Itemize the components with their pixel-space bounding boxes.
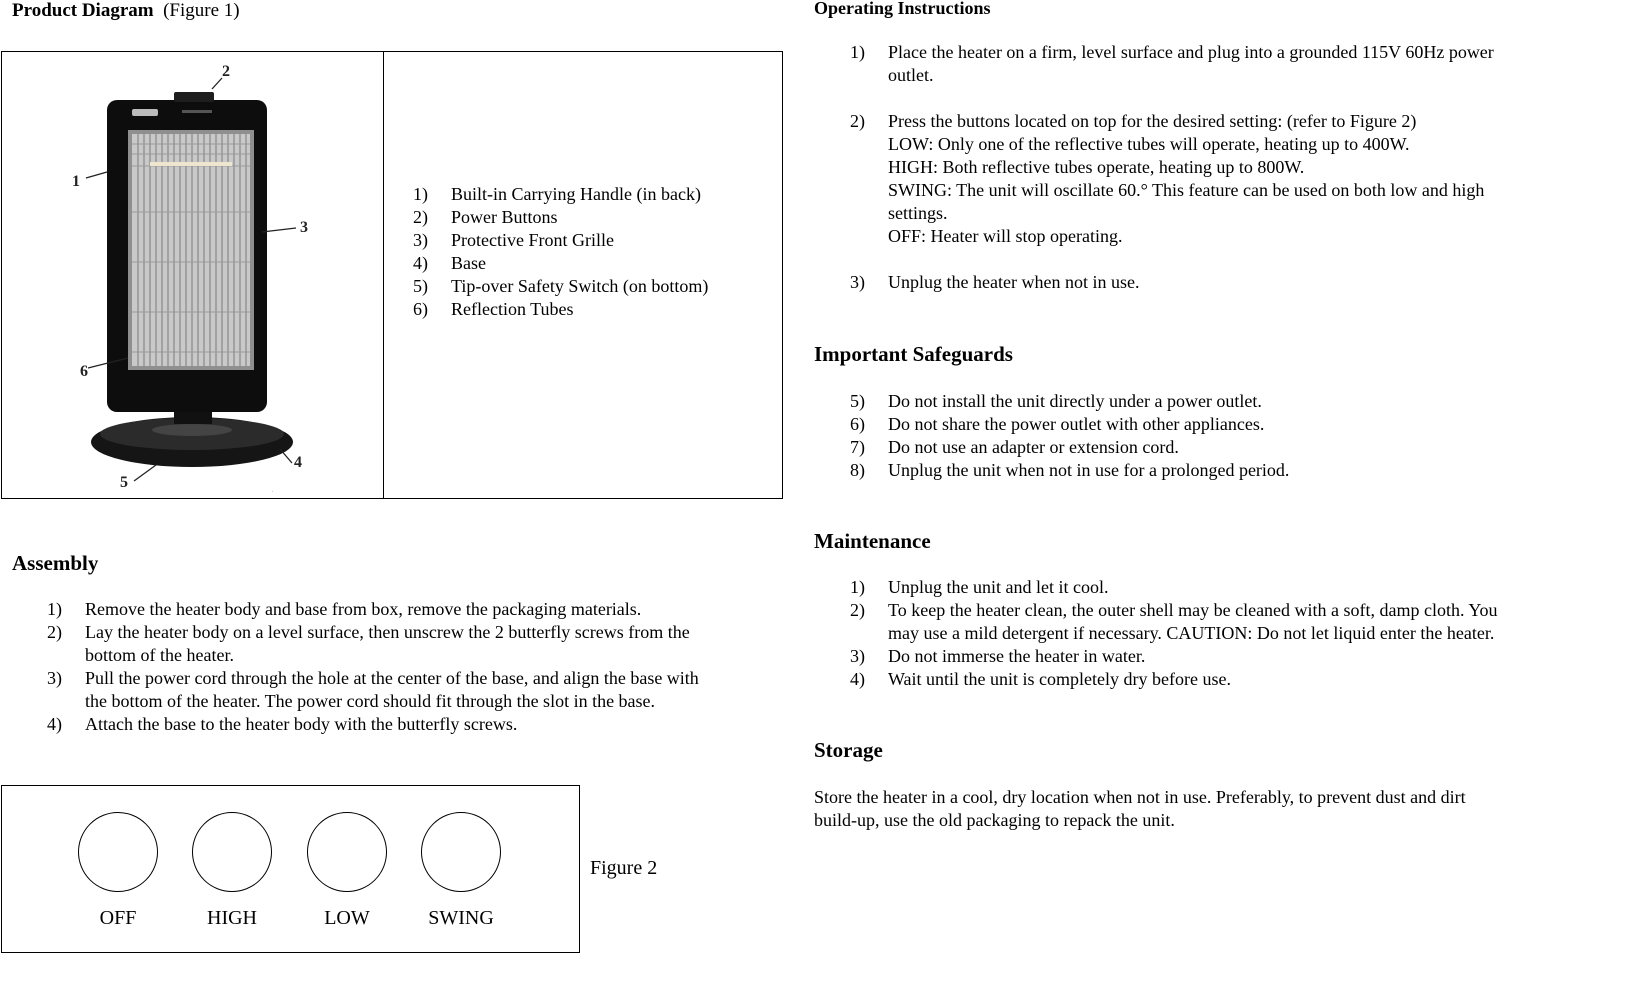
heater-illustration	[62, 62, 322, 492]
figure1-ref: (Figure 1)	[163, 0, 240, 21]
off-label: OFF	[99, 907, 137, 929]
list-item: 1) Built-in Carrying Handle (in back)	[413, 184, 701, 204]
figure1-table	[1, 51, 783, 499]
list-item: 1) Unplug the unit and let it cool.	[850, 577, 1109, 597]
list-item: 1) Remove the heater body and base from box, remove the packaging materials.	[47, 599, 642, 619]
list-item: 6) Do not share the power outlet with other appliances.	[850, 414, 1265, 434]
list-item: 2) Lay the heater body on a level surface, then unscrew the 2 butterfly screws from the bottom of the heater.	[47, 622, 690, 665]
list-item: 4) Attach the base to the heater body with the butterfly screws.	[47, 714, 518, 734]
list-item: 8) Unplug the unit when not in use for a prolonged period.	[850, 460, 1290, 480]
list-item: 2) Power Buttons	[413, 207, 558, 227]
storage-text	[814, 786, 1614, 832]
parts-list	[413, 183, 773, 321]
low-label: LOW	[324, 907, 370, 929]
reflection-tubes	[150, 162, 232, 166]
list-item: 3) Unplug the heater when not in use.	[850, 272, 1140, 292]
high-button-illustration	[192, 812, 272, 892]
callout-5: 5	[120, 474, 128, 491]
storage-line: Store the heater in a cool, dry location when not in use. Preferably, to prevent dust and dirt	[814, 787, 1466, 807]
operating-steps	[850, 41, 1630, 294]
product-diagram-title: Product Diagram	[12, 0, 154, 21]
callout-2: 2	[222, 63, 230, 80]
callout-6: 6	[80, 363, 88, 380]
list-item: 4) Base	[413, 253, 486, 273]
maintenance-steps	[850, 576, 1630, 691]
safeguards-heading: Important Safeguards	[814, 342, 1013, 366]
list-item: 3) Protective Front Grille	[413, 230, 614, 250]
list-item: 5) Tip-over Safety Switch (on bottom)	[413, 276, 709, 296]
list-item: 4) Wait until the unit is completely dry before use.	[850, 669, 1231, 689]
maintenance-heading: Maintenance	[814, 529, 931, 553]
callout-1: 1	[72, 173, 80, 190]
list-item: 1) Place the heater on a firm, level surface and plug into a grounded 115V 60Hz power outlet.	[850, 42, 1494, 85]
product-diagram-heading	[12, 0, 240, 22]
callout-3: 3	[300, 219, 308, 236]
high-label: HIGH	[207, 907, 257, 929]
off-button-illustration	[78, 812, 158, 892]
list-item: 6) Reflection Tubes	[413, 299, 574, 319]
swing-label: SWING	[428, 907, 494, 929]
list-item: 3) Pull the power cord through the hole at the center of the base, and align the base with the bottom of the heater. The power cord should fit through the slot in the base.	[47, 668, 699, 711]
callout-4: 4	[294, 454, 302, 471]
assembly-heading: Assembly	[12, 551, 99, 575]
storage-line: build-up, use the old packaging to repack the unit.	[814, 810, 1175, 830]
safeguards-list	[850, 390, 1610, 482]
list-item: 5) Do not install the unit directly under a power outlet.	[850, 391, 1262, 411]
assembly-steps	[47, 598, 787, 736]
swing-button-illustration	[421, 812, 501, 892]
list-item: 2) To keep the heater clean, the outer shell may be cleaned with a soft, damp cloth. You may use a mild detergent if necessary. CAUTION: Do not let liquid enter the heater.	[850, 600, 1498, 643]
operating-heading: Operating Instructions	[814, 0, 991, 18]
list-item: 3) Do not immerse the heater in water.	[850, 646, 1146, 666]
figure2-caption: Figure 2	[590, 857, 658, 879]
figure2-box	[1, 785, 580, 953]
storage-heading: Storage	[814, 738, 883, 762]
figure1-divider	[383, 52, 384, 498]
list-item: 7) Do not use an adapter or extension cord.	[850, 437, 1179, 457]
list-item: 2) Press the buttons located on top for the desired setting: (refer to Figure 2) LOW: Only one of the reflective tubes will operate, heating up to 400W. HIGH: Both reflective tubes operate, heating up to 800W. SWING: The unit will oscillate 60.° This feature can be used on both low and high settings. OFF: Heater will stop operating.	[850, 111, 1485, 246]
power-buttons	[174, 92, 214, 102]
heater-lower-callouts	[112, 447, 332, 495]
low-button-illustration	[307, 812, 387, 892]
